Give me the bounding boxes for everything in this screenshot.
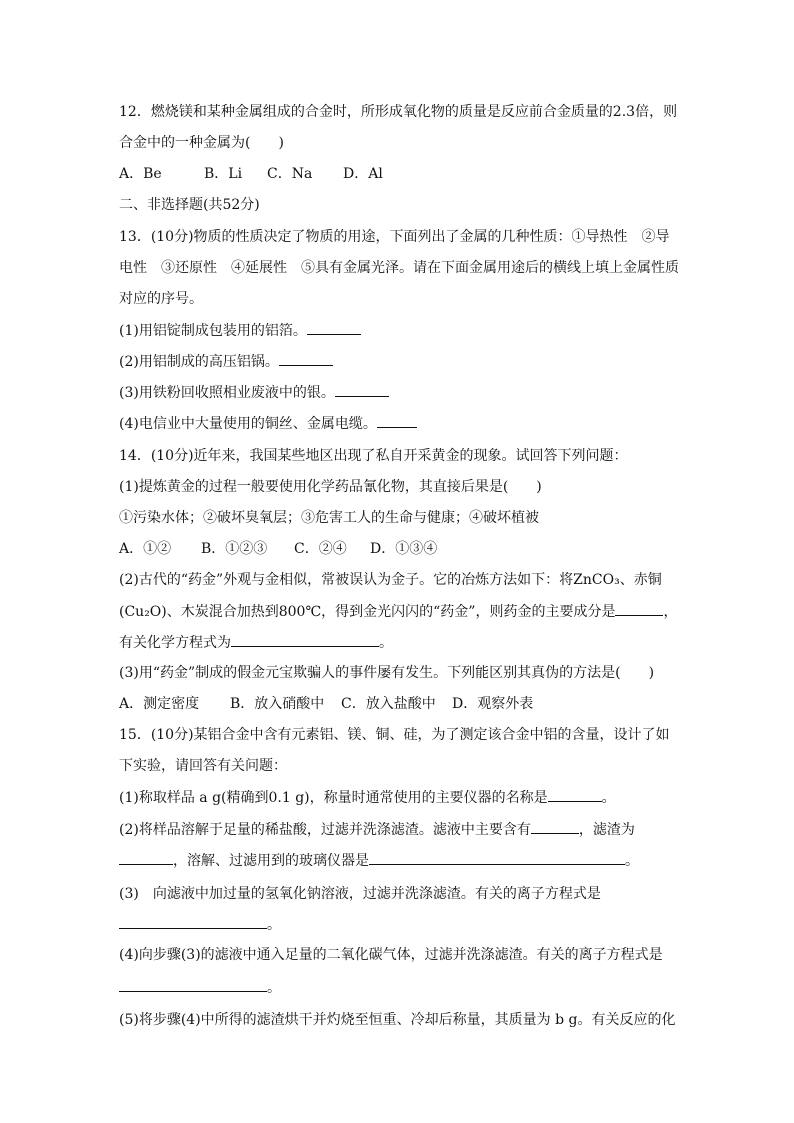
q13-sub3-text: (3)用铁粉回收照相业废液中的银。	[119, 385, 335, 401]
q13-sub2	[119, 351, 333, 372]
q14-sub2-blank[interactable]	[615, 601, 663, 616]
q14-sub2-line2	[119, 601, 677, 622]
q12-option-b: B．Li	[204, 166, 243, 182]
q15-sub2-glassware-label: ，溶解、过滤用到的玻璃仪器是	[173, 853, 369, 869]
q12-option-d: D．Al	[343, 166, 383, 182]
q13-sub4-blank[interactable]	[377, 413, 417, 428]
q15-sub3: (3) 向滤液中加过量的氢氧化钠溶液，过滤并洗涤滤渣。有关的离子方程式是	[119, 886, 601, 902]
q14-sub2-text: (Cu₂O)、木炭混合加热到800℃，得到金光闪闪的“药金”，则药金的主要成分是	[119, 604, 616, 620]
q14-sub3-option-c: C．放入盐酸中	[341, 696, 436, 712]
q13-line2: 电性 ③还原性 ④延展性 ⑤具有金属光泽。请在下面金属用途后的横线上填上金属性质	[119, 260, 679, 276]
q15-sub2-residue-label: ，滤渣为	[578, 822, 635, 838]
section2-heading: 二、非选择题(共52分)	[119, 197, 260, 213]
q15-sub4-answer	[119, 977, 281, 998]
q14-equation-blank[interactable]	[231, 632, 379, 647]
q13-sub1-text: (1)用铝锭制成包装用的铝箔。	[119, 323, 307, 339]
q15-sub3-punct: 。	[267, 917, 281, 933]
q13-sub1-blank[interactable]	[307, 320, 361, 335]
q15-line2: 下实验，请回答有关问题：	[119, 758, 287, 774]
q14-sub3-option-d: D．观察外表	[452, 696, 534, 712]
q15-sub4-blank[interactable]	[119, 977, 267, 992]
q15-sub3-blank[interactable]	[119, 914, 267, 929]
q15-sub4-punct: 。	[267, 980, 281, 996]
q15-line1: 15．(10分)某铝合金中含有元素铝、镁、铜、硅，为了测定该合金中铝的含量，设计了如	[119, 727, 670, 743]
q15-sub1	[119, 787, 616, 808]
q14-option-c: C．②④	[294, 541, 347, 557]
q14-option-b: B．①②③	[201, 541, 268, 557]
q15-sub2-line2	[119, 850, 639, 871]
q15-sub4: (4)向步骤(3)的滤液中通入足量的二氧化碳气体，过滤并洗涤滤渣。有关的离子方程式是	[119, 947, 663, 963]
q15-sub1-text: (1)称取样品 a g(精确到0.1 g)，称量时通常使用的主要仪器的名称是	[119, 790, 548, 806]
q14-equation-label: 有关化学方程式为	[119, 635, 231, 651]
q13-sub1	[119, 320, 361, 341]
q13-sub3	[119, 382, 389, 403]
q13-sub2-text: (2)用铝制成的高压铝锅。	[119, 354, 279, 370]
q14-option-a: A．①②	[119, 541, 172, 557]
q12-line2: 合金中的一种金属为( )	[119, 135, 284, 151]
q15-sub1-punct: 。	[601, 790, 616, 806]
q12-option-a: A．Be	[119, 166, 162, 182]
q14-options3	[119, 694, 533, 714]
q14-items: ①污染水体；②破坏臭氧层；③危害工人的生命与健康；④破坏植被	[119, 510, 539, 526]
q13-sub4-text: (4)电信业中大量使用的铜丝、金属电缆。	[119, 416, 377, 432]
q14-sub1: (1)提炼黄金的过程一般要使用化学药品氰化物，其直接后果是( )	[119, 479, 542, 495]
q15-sub2-line1	[119, 819, 635, 840]
q12-line1: 12．燃烧镁和某种金属组成的合金时，所形成氧化物的质量是反应前合金质量的2.3倍，则	[119, 104, 678, 120]
q14-line1: 14．(10分)近年来，我国某些地区出现了私自开采黄金的现象。试回答下列问题：	[119, 448, 628, 464]
q13-line3: 对应的序号。	[119, 291, 203, 307]
q14-sub3-option-b: B．放入硝酸中	[230, 696, 325, 712]
q12-option-c: C．Na	[267, 166, 313, 182]
q14-sub2-punct: ，	[663, 604, 678, 620]
q13-sub4	[119, 413, 417, 434]
q15-sub2-glassware-blank[interactable]	[369, 850, 625, 865]
q14-options1	[119, 539, 437, 559]
q13-line1: 13．(10分)物质的性质决定了物质的用途，下面列出了金属的几种性质：①导热性 ②导	[119, 229, 670, 245]
q15-sub3-answer	[119, 914, 281, 935]
q14-sub3-option-a: A．测定密度	[119, 696, 200, 712]
q14-option-d: D．①③④	[370, 541, 438, 557]
q15-sub2-punct: 。	[625, 853, 639, 869]
q15-sub2-filtrate-blank[interactable]	[531, 819, 579, 834]
q14-sub2-line1: (2)古代的“药金”外观与金相似，常被误认为金子。它的冶炼方法如下：将ZnCO₃、赤铜	[119, 572, 662, 588]
q13-sub3-blank[interactable]	[335, 382, 389, 397]
q14-sub2-line3	[119, 632, 393, 653]
q15-sub5: (5)将步骤(4)中所得的滤渣烘干并灼烧至恒重、冷却后称量，其质量为 b g。有关反应的化	[119, 1012, 676, 1028]
q15-sub2-residue-blank[interactable]	[119, 850, 173, 865]
q12-options	[119, 164, 383, 184]
q13-sub2-blank[interactable]	[279, 351, 333, 366]
q14-sub3: (3)用“药金”制成的假金元宝欺骗人的事件屡有发生。下列能区别其真伪的方法是( )	[119, 665, 655, 681]
q15-sub1-blank[interactable]	[548, 787, 602, 802]
q14-equation-punct: 。	[379, 635, 393, 651]
q15-sub2-text: (2)将样品溶解于足量的稀盐酸，过滤并洗涤滤渣。滤液中主要含有	[119, 822, 531, 838]
